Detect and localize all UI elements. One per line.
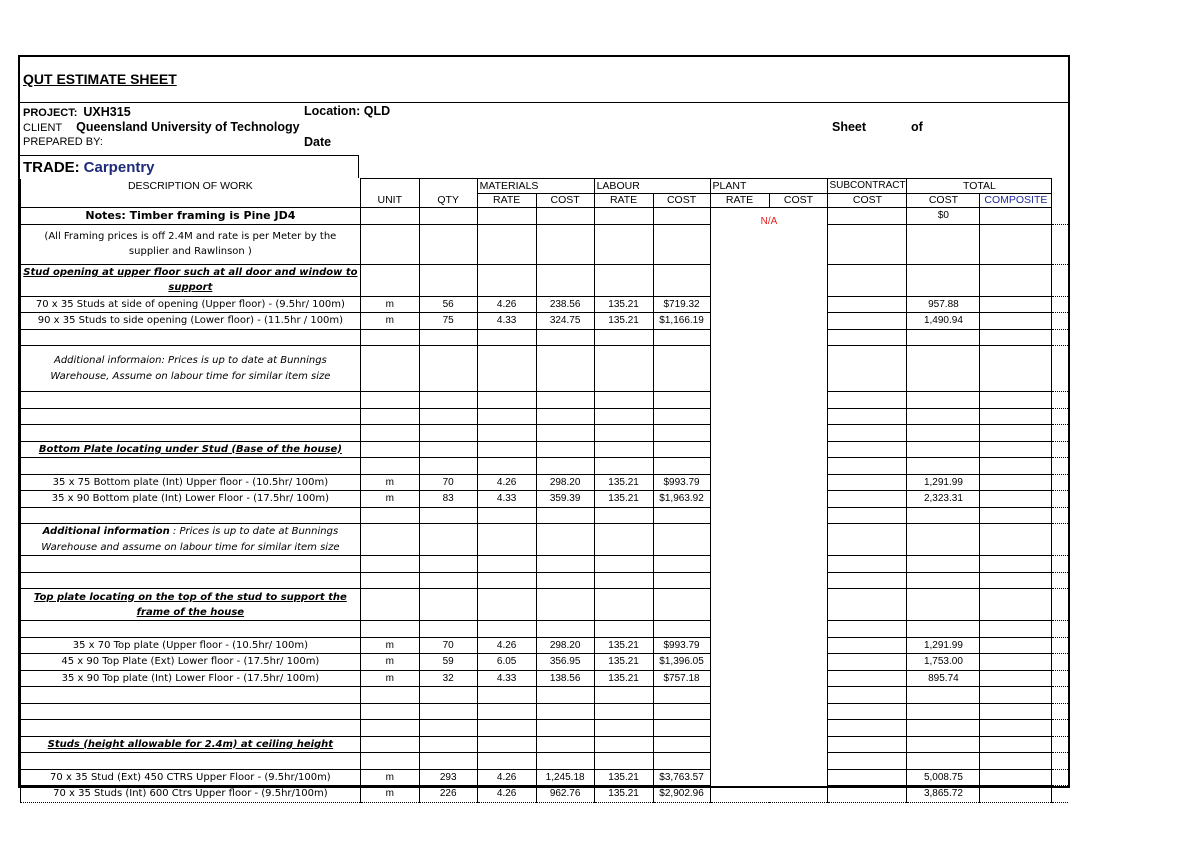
row-labour-rate: 135.21 <box>594 296 653 313</box>
estimate-table <box>20 178 1068 803</box>
row-unit: m <box>360 670 419 687</box>
notes-total: $0 <box>907 208 980 225</box>
row-qty: 75 <box>419 313 477 330</box>
row-labour-cost: $1,963.92 <box>653 491 710 508</box>
row-material-rate: 4.26 <box>477 637 536 654</box>
row-unit: m <box>360 786 419 803</box>
blank-row <box>21 687 361 704</box>
table-row <box>21 637 1069 654</box>
trade-value: Carpentry <box>83 159 155 176</box>
row-labour-cost: $757.18 <box>653 670 710 687</box>
row-labour-rate: 135.21 <box>594 786 653 803</box>
row-description: 70 x 35 Studs (Int) 600 Ctrs Upper floor - (9.5hr/100m) <box>21 786 361 803</box>
row-total-cost: 1,753.00 <box>907 654 980 671</box>
header-plant: PLANT <box>710 179 828 194</box>
row-material-cost: 298.20 <box>536 637 594 654</box>
client-label: CLIENT Queensland University of Technology <box>23 120 300 134</box>
blank-row <box>21 425 361 442</box>
row-total-cost: 1,490.94 <box>907 313 980 330</box>
section-heading: Studs (height allowable for 2.4m) at ceiling height <box>21 736 361 753</box>
header-total-cost: COST <box>907 193 980 208</box>
row-material-rate: 4.33 <box>477 491 536 508</box>
row-qty: 59 <box>419 654 477 671</box>
blank-row <box>21 408 361 425</box>
table-row <box>21 769 1069 786</box>
header-plant-rate: RATE <box>710 193 769 208</box>
notes-title: Notes: Timber framing is Pine JD4 <box>21 208 361 225</box>
header-subcontract: SUBCONTRACT <box>829 180 906 192</box>
row-material-cost: 298.20 <box>536 474 594 491</box>
row-qty: 226 <box>419 786 477 803</box>
row-description: 35 x 75 Bottom plate (Int) Upper floor - (10.5hr/ 100m) <box>21 474 361 491</box>
row-unit: m <box>360 296 419 313</box>
plant-na-cell <box>710 208 828 803</box>
row-labour-cost: $2,902.96 <box>653 786 710 803</box>
header-materials-cost: COST <box>536 193 594 208</box>
row-labour-cost: $993.79 <box>653 637 710 654</box>
row-description: 35 x 90 Bottom plate (Int) Lower Floor - (17.5hr/ 100m) <box>21 491 361 508</box>
row-description: 70 x 35 Studs at side of opening (Upper floor) - (9.5hr/ 100m) <box>21 296 361 313</box>
row-total-cost: 2,323.31 <box>907 491 980 508</box>
row-material-cost: 356.95 <box>536 654 594 671</box>
blank-row <box>21 753 361 770</box>
sheet-title: QUT ESTIMATE SHEET <box>23 71 177 87</box>
row-labour-cost: $719.32 <box>653 296 710 313</box>
row-unit: m <box>360 637 419 654</box>
row-description: 35 x 70 Top plate (Upper floor - (10.5hr/ 100m) <box>21 637 361 654</box>
row-material-cost: 324.75 <box>536 313 594 330</box>
estimate-sheet <box>18 55 1070 800</box>
client-value: Queensland University of Technology <box>76 120 300 134</box>
blank-row <box>21 703 361 720</box>
row-description: 35 x 90 Top plate (Int) Lower Floor - (17.5hr/ 100m) <box>21 670 361 687</box>
framing-note: (All Framing prices is off 2.4M and rate is per Meter by the supplier and Rawlinson ) <box>21 224 361 264</box>
row-material-rate: 6.05 <box>477 654 536 671</box>
row-labour-rate: 135.21 <box>594 637 653 654</box>
row-labour-rate: 135.21 <box>594 491 653 508</box>
blank-row <box>21 572 361 589</box>
header-subcontract-cost: COST <box>828 193 907 208</box>
blank-row <box>21 458 361 475</box>
row-material-rate: 4.26 <box>477 296 536 313</box>
date-label: Date <box>304 135 332 149</box>
table-row <box>21 491 1069 508</box>
row-total-cost: 895.74 <box>907 670 980 687</box>
row-material-cost: 962.76 <box>536 786 594 803</box>
section-heading: Stud opening at upper floor such at all door and window to support <box>21 264 361 296</box>
row-material-cost: 138.56 <box>536 670 594 687</box>
row-total-cost: 1,291.99 <box>907 637 980 654</box>
row-qty: 56 <box>419 296 477 313</box>
row-unit: m <box>360 769 419 786</box>
row-material-cost: 238.56 <box>536 296 594 313</box>
project-label: PROJECT: UXH315 <box>23 105 131 119</box>
blank-row <box>21 720 361 737</box>
row-labour-rate: 135.21 <box>594 769 653 786</box>
table-row <box>21 670 1069 687</box>
prepared-by-label: PREPARED BY: <box>23 136 103 148</box>
row-total-cost: 3,865.72 <box>907 786 980 803</box>
project-value: UXH315 <box>83 105 131 119</box>
additional-info: Additional informaion: Prices is up to date at Bunnings Warehouse, Assume on labour time for similar item size <box>21 346 361 392</box>
row-material-cost: 359.39 <box>536 491 594 508</box>
header-plant-cost: COST <box>769 193 828 208</box>
blank-row <box>21 507 361 524</box>
header-materials: MATERIALS <box>477 179 594 194</box>
trade-label: TRADE: Carpentry <box>23 159 155 176</box>
row-total-cost: 5,008.75 <box>907 769 980 786</box>
row-labour-rate: 135.21 <box>594 654 653 671</box>
section-heading: Bottom Plate locating under Stud (Base of the house) <box>21 441 361 458</box>
row-labour-rate: 135.21 <box>594 474 653 491</box>
row-qty: 32 <box>419 670 477 687</box>
blank-row <box>21 556 361 573</box>
table-row <box>21 786 1069 803</box>
header-qty: QTY <box>419 193 477 208</box>
additional-info: Additional information : Prices is up to date at Bunnings Warehouse and assume on labour time for similar item size <box>21 524 361 556</box>
header-description: DESCRIPTION OF WORK <box>21 179 361 194</box>
row-material-rate: 4.26 <box>477 474 536 491</box>
row-description: 45 x 90 Top Plate (Ext) Lower floor - (17.5hr/ 100m) <box>21 654 361 671</box>
row-total-cost: 957.88 <box>907 296 980 313</box>
header-total: TOTAL <box>907 179 1052 194</box>
row-qty: 293 <box>419 769 477 786</box>
blank-row <box>21 621 361 638</box>
row-unit: m <box>360 474 419 491</box>
header-materials-rate: RATE <box>477 193 536 208</box>
row-unit: m <box>360 313 419 330</box>
row-unit: m <box>360 654 419 671</box>
header-labour-cost: COST <box>653 193 710 208</box>
table-row <box>21 313 1069 330</box>
row-labour-cost: $3,763.57 <box>653 769 710 786</box>
header-labour-rate: RATE <box>594 193 653 208</box>
row-material-rate: 4.26 <box>477 769 536 786</box>
header-unit: UNIT <box>360 193 419 208</box>
plant-na: N/A <box>760 216 778 227</box>
row-labour-rate: 135.21 <box>594 313 653 330</box>
row-labour-rate: 135.21 <box>594 670 653 687</box>
blank-row <box>21 329 361 346</box>
row-qty: 70 <box>419 474 477 491</box>
header-labour: LABOUR <box>594 179 710 194</box>
row-material-cost: 1,245.18 <box>536 769 594 786</box>
table-row <box>21 474 1069 491</box>
section-heading: Top plate locating on the top of the stud to support the frame of the house <box>21 589 361 621</box>
row-labour-cost: $993.79 <box>653 474 710 491</box>
row-labour-cost: $1,396.05 <box>653 654 710 671</box>
row-qty: 70 <box>419 637 477 654</box>
table-row <box>21 296 1069 313</box>
row-labour-cost: $1,166.19 <box>653 313 710 330</box>
row-material-rate: 4.33 <box>477 313 536 330</box>
row-unit: m <box>360 491 419 508</box>
table-row <box>21 654 1069 671</box>
row-description: 70 x 35 Stud (Ext) 450 CTRS Upper Floor - (9.5hr/100m) <box>21 769 361 786</box>
row-material-rate: 4.26 <box>477 786 536 803</box>
location-label: Location: QLD <box>304 104 391 118</box>
row-total-cost: 1,291.99 <box>907 474 980 491</box>
blank-row <box>21 392 361 409</box>
row-qty: 83 <box>419 491 477 508</box>
row-material-rate: 4.33 <box>477 670 536 687</box>
sheet-label: Sheet <box>832 120 867 134</box>
of-label: of <box>911 120 923 134</box>
header-composite: COMPOSITE <box>980 193 1052 208</box>
row-description: 90 x 35 Studs to side opening (Lower floor) - (11.5hr / 100m) <box>21 313 361 330</box>
divider <box>20 102 1068 103</box>
